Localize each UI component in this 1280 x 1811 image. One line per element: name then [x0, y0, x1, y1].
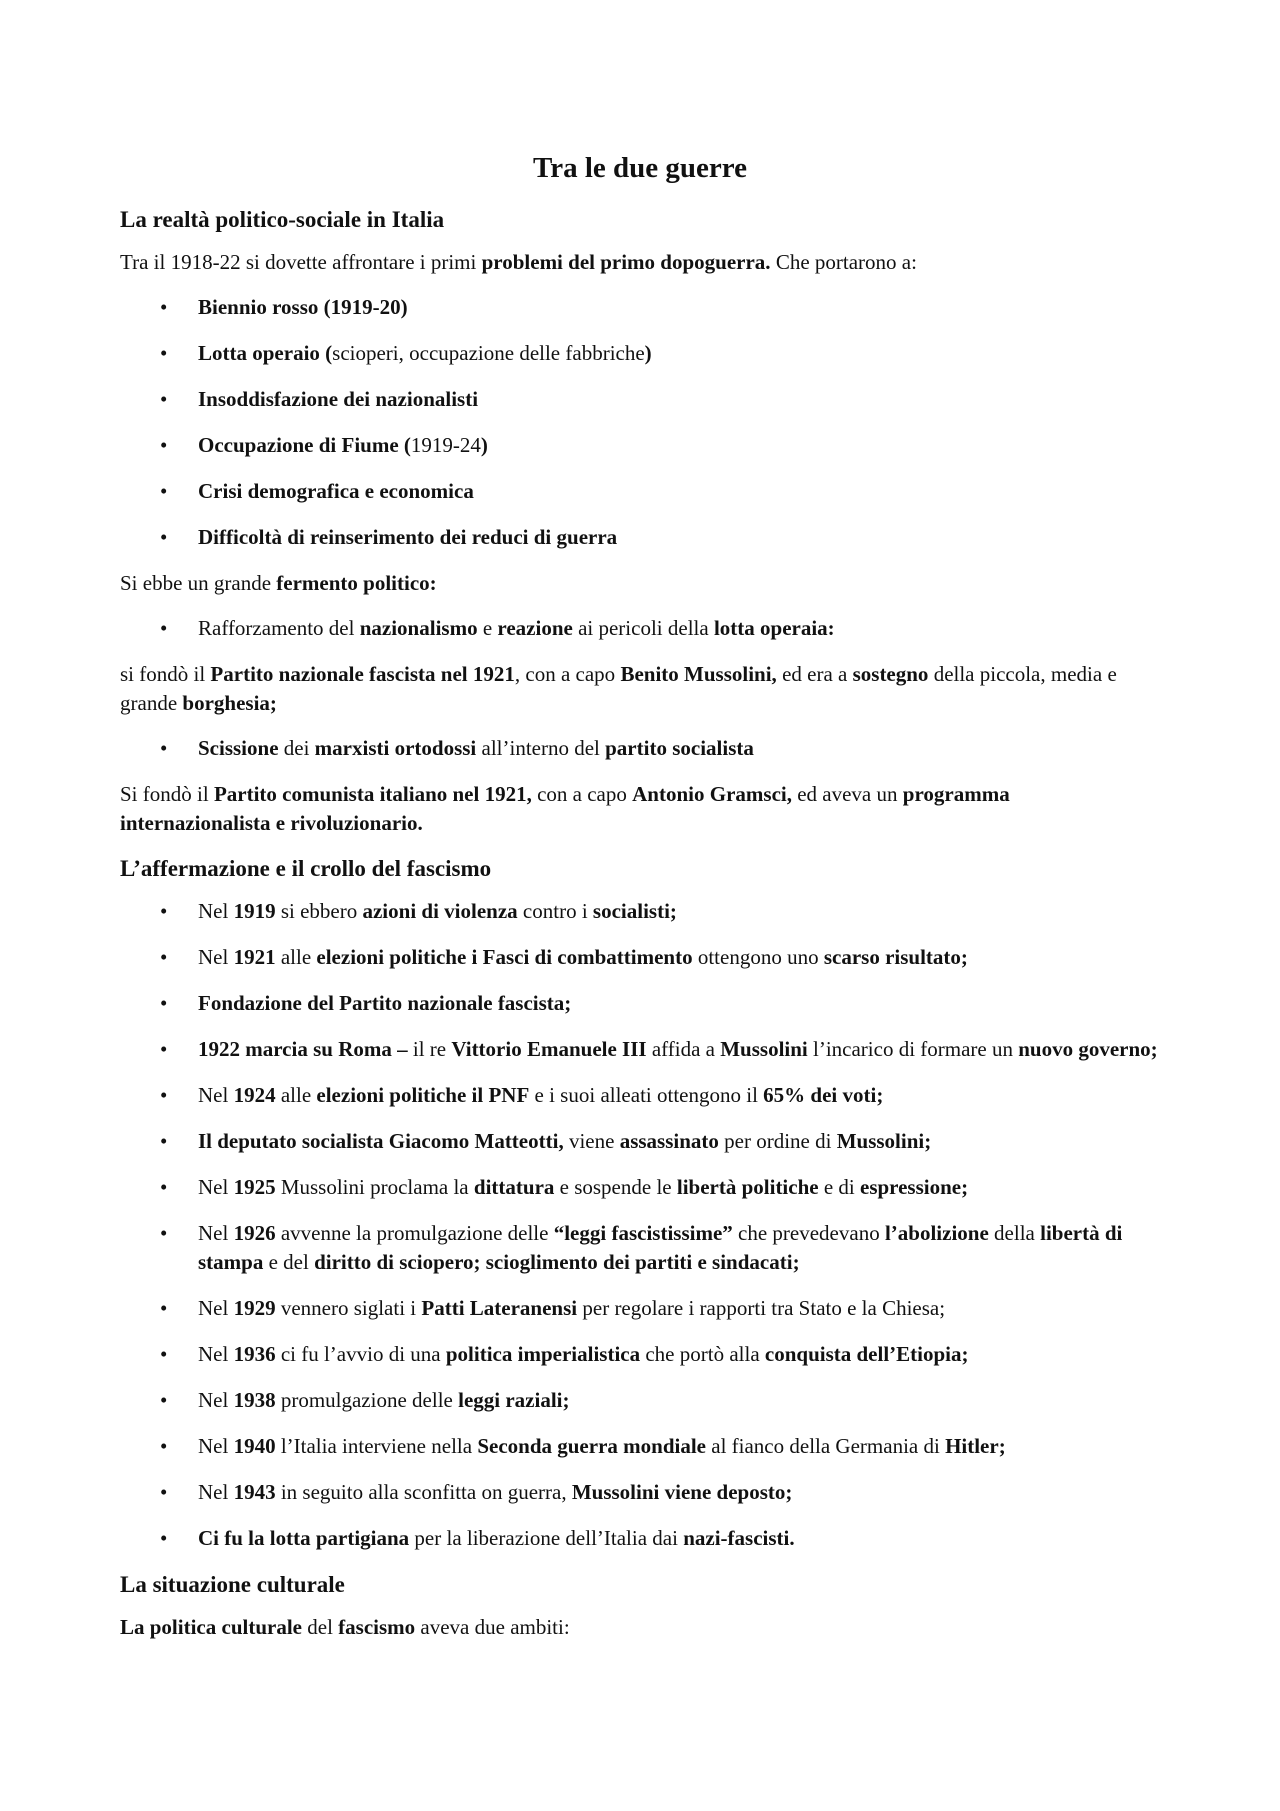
text: alle — [275, 1083, 317, 1107]
bullet-icon: • — [160, 1037, 168, 1061]
list-item — [120, 1386, 1160, 1415]
bold-text: Ci fu la lotta partigiana — [198, 1526, 410, 1550]
bold-text: elezioni politiche il PNF — [316, 1083, 530, 1107]
text: del — [302, 1615, 339, 1639]
bold-text: Scissione — [198, 736, 279, 760]
bold-text: azioni di violenza — [362, 899, 518, 923]
bold-text: 1919 — [233, 899, 276, 923]
bold-text: 1940 — [233, 1434, 276, 1458]
paragraph-intro — [120, 248, 1160, 277]
bold-text: libertà di stampa — [198, 1221, 1123, 1274]
text: Nel — [198, 1296, 234, 1320]
bold-text: 1926 — [233, 1221, 276, 1245]
bullet-icon: • — [160, 295, 168, 319]
list-item — [120, 1173, 1160, 1202]
bold-text: nazionalismo — [359, 616, 478, 640]
bold-text: conquista dell’Etiopia; — [764, 1342, 969, 1366]
bullet-icon: • — [160, 1083, 168, 1107]
bold-text: La politica culturale — [120, 1615, 302, 1639]
bold-text: borghesia; — [182, 691, 277, 715]
bold-text: 1922 marcia su Roma – — [198, 1037, 408, 1061]
bullet-icon: • — [160, 1296, 168, 1320]
bullet-icon: • — [160, 433, 168, 457]
bullet-icon: • — [160, 1480, 168, 1504]
text: ottengono uno — [692, 945, 824, 969]
bold-text: Mussolini viene deposto; — [571, 1480, 793, 1504]
bold-text: 65% dei voti; — [763, 1083, 884, 1107]
bold-text: 1925 — [233, 1175, 276, 1199]
text: scioperi, occupazione delle fabbriche — [332, 341, 645, 365]
bullet-icon: • — [160, 1175, 168, 1199]
text: ci fu l’avvio di una — [275, 1342, 446, 1366]
section-heading-fascism: L’affermazione e il crollo del fascismo — [120, 856, 492, 881]
text: 1919-24 — [410, 433, 481, 457]
bold-text: Occupazione di Fiume ( — [198, 433, 411, 457]
bullet-icon: • — [160, 991, 168, 1015]
text: Nel — [198, 1388, 234, 1412]
bold-text: assassinato — [619, 1129, 719, 1153]
text: Che portarono a: — [770, 250, 917, 274]
text: Si ebbe un grande — [120, 571, 277, 595]
bold-text: Patti Lateranensi — [421, 1296, 578, 1320]
bullet-icon: • — [160, 616, 168, 640]
text: vennero siglati i — [275, 1296, 422, 1320]
bold-text: politica imperialistica — [445, 1342, 641, 1366]
bold-text: ) — [480, 433, 488, 457]
text: per la liberazione dell’Italia dai — [409, 1526, 684, 1550]
bold-text: sostegno — [852, 662, 929, 686]
text: avvenne la promulgazione delle — [275, 1221, 554, 1245]
document-title: Tra le due guerre — [533, 152, 747, 184]
bold-text: fermento politico: — [276, 571, 437, 595]
bold-text: Crisi demografica e economica — [198, 479, 474, 503]
bullet-icon: • — [160, 945, 168, 969]
bold-text: Mussolini; — [836, 1129, 932, 1153]
bold-text: Antonio Gramsci, — [632, 782, 792, 806]
bullet-icon: • — [160, 1221, 168, 1245]
text: dei — [278, 736, 315, 760]
list-item — [120, 1294, 1160, 1323]
bold-text: Vittorio Emanuele III — [451, 1037, 647, 1061]
text: che prevedevano — [732, 1221, 885, 1245]
bold-text: nuovo governo; — [1018, 1037, 1158, 1061]
bullet-icon: • — [160, 479, 168, 503]
bold-text: dittatura — [473, 1175, 555, 1199]
bullet-icon: • — [160, 1342, 168, 1366]
bullet-icon: • — [160, 899, 168, 923]
list-item — [120, 1127, 1160, 1156]
list-item — [120, 614, 1160, 643]
bold-text: Fondazione del Partito nazionale fascista; — [198, 991, 572, 1015]
text: Si fondò il — [120, 782, 214, 806]
bold-text: Il deputato socialista Giacomo Matteotti, — [198, 1129, 564, 1153]
list-item — [120, 1340, 1160, 1369]
bold-text: Difficoltà di reinserimento dei reduci di guerra — [198, 525, 618, 549]
text: Nel — [198, 899, 234, 923]
text: l’Italia interviene nella — [275, 1434, 478, 1458]
bullet-icon: • — [160, 1526, 168, 1550]
bold-text: programma internazionalista e rivoluzionario. — [120, 782, 1010, 835]
list-item — [120, 1478, 1160, 1507]
bold-text: Biennio rosso (1919-20) — [198, 295, 408, 319]
list-item — [120, 897, 1160, 926]
bold-text: Seconda guerra mondiale — [477, 1434, 706, 1458]
bold-text: Hitler; — [945, 1434, 1006, 1458]
bold-text: Partito nazionale fascista nel 1921 — [210, 662, 515, 686]
bold-text: libertà politiche — [676, 1175, 819, 1199]
text: si fondò il — [120, 662, 211, 686]
bold-text: Benito Mussolini, — [620, 662, 777, 686]
bullet-icon: • — [160, 1388, 168, 1412]
bold-text: Partito comunista italiano nel 1921, — [213, 782, 532, 806]
text: ed era a — [776, 662, 853, 686]
text: Nel — [198, 1342, 234, 1366]
text: ai pericoli della — [572, 616, 714, 640]
bold-text: lotta operaia: — [713, 616, 835, 640]
text: al fianco della Germania di — [706, 1434, 946, 1458]
list-item — [120, 989, 1160, 1018]
section-heading-culture: La situazione culturale — [120, 1572, 345, 1597]
text: e di — [818, 1175, 860, 1199]
paragraph-pnf-founding — [120, 660, 1160, 718]
bullet-icon: • — [160, 341, 168, 365]
text: con a capo — [531, 782, 633, 806]
list-nationalism — [120, 614, 1160, 643]
text: contro i — [517, 899, 593, 923]
text: Nel — [198, 1175, 234, 1199]
list-item — [120, 1524, 1160, 1553]
bold-text: 1924 — [233, 1083, 276, 1107]
list-item — [120, 1219, 1160, 1277]
text: l’incarico di formare un — [807, 1037, 1019, 1061]
bold-text: Mussolini — [720, 1037, 808, 1061]
list-item — [120, 477, 1160, 506]
bold-text: leggi raziali; — [458, 1388, 570, 1412]
bold-text: espressione; — [860, 1175, 969, 1199]
text: promulgazione delle — [275, 1388, 459, 1412]
text: e del — [263, 1250, 315, 1274]
list-item — [120, 523, 1160, 552]
bold-text: ) — [644, 341, 652, 365]
bold-text: “leggi fascistissime” — [553, 1221, 733, 1245]
section-heading-political-social: La realtà politico-sociale in Italia — [120, 207, 445, 232]
text: si ebbero — [275, 899, 363, 923]
paragraph-political-ferment — [120, 569, 1160, 598]
bullet-icon: • — [160, 736, 168, 760]
list-fascism-timeline — [120, 897, 1160, 1553]
text: Mussolini proclama la — [275, 1175, 474, 1199]
text: che portò alla — [640, 1342, 765, 1366]
list-item — [120, 734, 1160, 763]
bold-text: socialisti; — [592, 899, 677, 923]
list-item — [120, 1432, 1160, 1461]
text: Nel — [198, 1434, 234, 1458]
text: per regolare i rapporti tra Stato e la Chiesa; — [577, 1296, 946, 1320]
document-page — [120, 150, 1160, 1658]
text: all’interno del — [476, 736, 606, 760]
list-item — [120, 431, 1160, 460]
bold-text: 1921 — [233, 945, 276, 969]
text: Tra il 1918-22 si dovette affrontare i primi — [120, 250, 482, 274]
text: e — [477, 616, 498, 640]
bold-text: 1938 — [233, 1388, 276, 1412]
text: viene — [563, 1129, 620, 1153]
text: Nel — [198, 1221, 234, 1245]
bullet-icon: • — [160, 1129, 168, 1153]
bold-text: partito socialista — [605, 736, 754, 760]
bullet-icon: • — [160, 387, 168, 411]
list-item — [120, 293, 1160, 322]
text: e i suoi alleati ottengono il — [529, 1083, 764, 1107]
bold-text: problemi del primo dopoguerra. — [481, 250, 771, 274]
text: per ordine di — [718, 1129, 837, 1153]
list-postwar-problems — [120, 293, 1160, 552]
bold-text: scarso risultato; — [823, 945, 968, 969]
bold-text: 1943 — [233, 1480, 276, 1504]
text: Rafforzamento del — [198, 616, 360, 640]
list-item — [120, 339, 1160, 368]
text: , con a capo — [514, 662, 621, 686]
list-item — [120, 1081, 1160, 1110]
text: e sospende le — [554, 1175, 677, 1199]
bold-text: marxisti ortodossi — [314, 736, 477, 760]
list-item — [120, 1035, 1160, 1064]
paragraph-cultural-policy — [120, 1613, 1160, 1642]
paragraph-pci-founding — [120, 780, 1160, 838]
bold-text: l’abolizione — [884, 1221, 989, 1245]
bullet-icon: • — [160, 1434, 168, 1458]
text: aveva due ambiti: — [415, 1615, 570, 1639]
text: alle — [275, 945, 317, 969]
text: ed aveva un — [791, 782, 903, 806]
list-item — [120, 943, 1160, 972]
bold-text: Lotta operaio ( — [198, 341, 333, 365]
bold-text: fascismo — [338, 1615, 416, 1639]
list-socialist-split — [120, 734, 1160, 763]
text: in seguito alla sconfitta on guerra, — [275, 1480, 572, 1504]
list-item — [120, 385, 1160, 414]
bold-text: 1936 — [233, 1342, 276, 1366]
text: Nel — [198, 945, 234, 969]
bold-text: diritto di sciopero; scioglimento dei partiti e sindacati; — [314, 1250, 800, 1274]
bold-text: 1929 — [233, 1296, 276, 1320]
bold-text: reazione — [497, 616, 573, 640]
text: della piccola, media e grande — [120, 662, 1117, 715]
bold-text: Insoddisfazione dei nazionalisti — [198, 387, 479, 411]
text: affida a — [646, 1037, 721, 1061]
text: Nel — [198, 1480, 234, 1504]
text: della — [988, 1221, 1041, 1245]
bullet-icon: • — [160, 525, 168, 549]
bold-text: elezioni politiche i Fasci di combattimento — [316, 945, 693, 969]
text: Nel — [198, 1083, 234, 1107]
text: il re — [407, 1037, 452, 1061]
bold-text: nazi-fascisti. — [683, 1526, 795, 1550]
